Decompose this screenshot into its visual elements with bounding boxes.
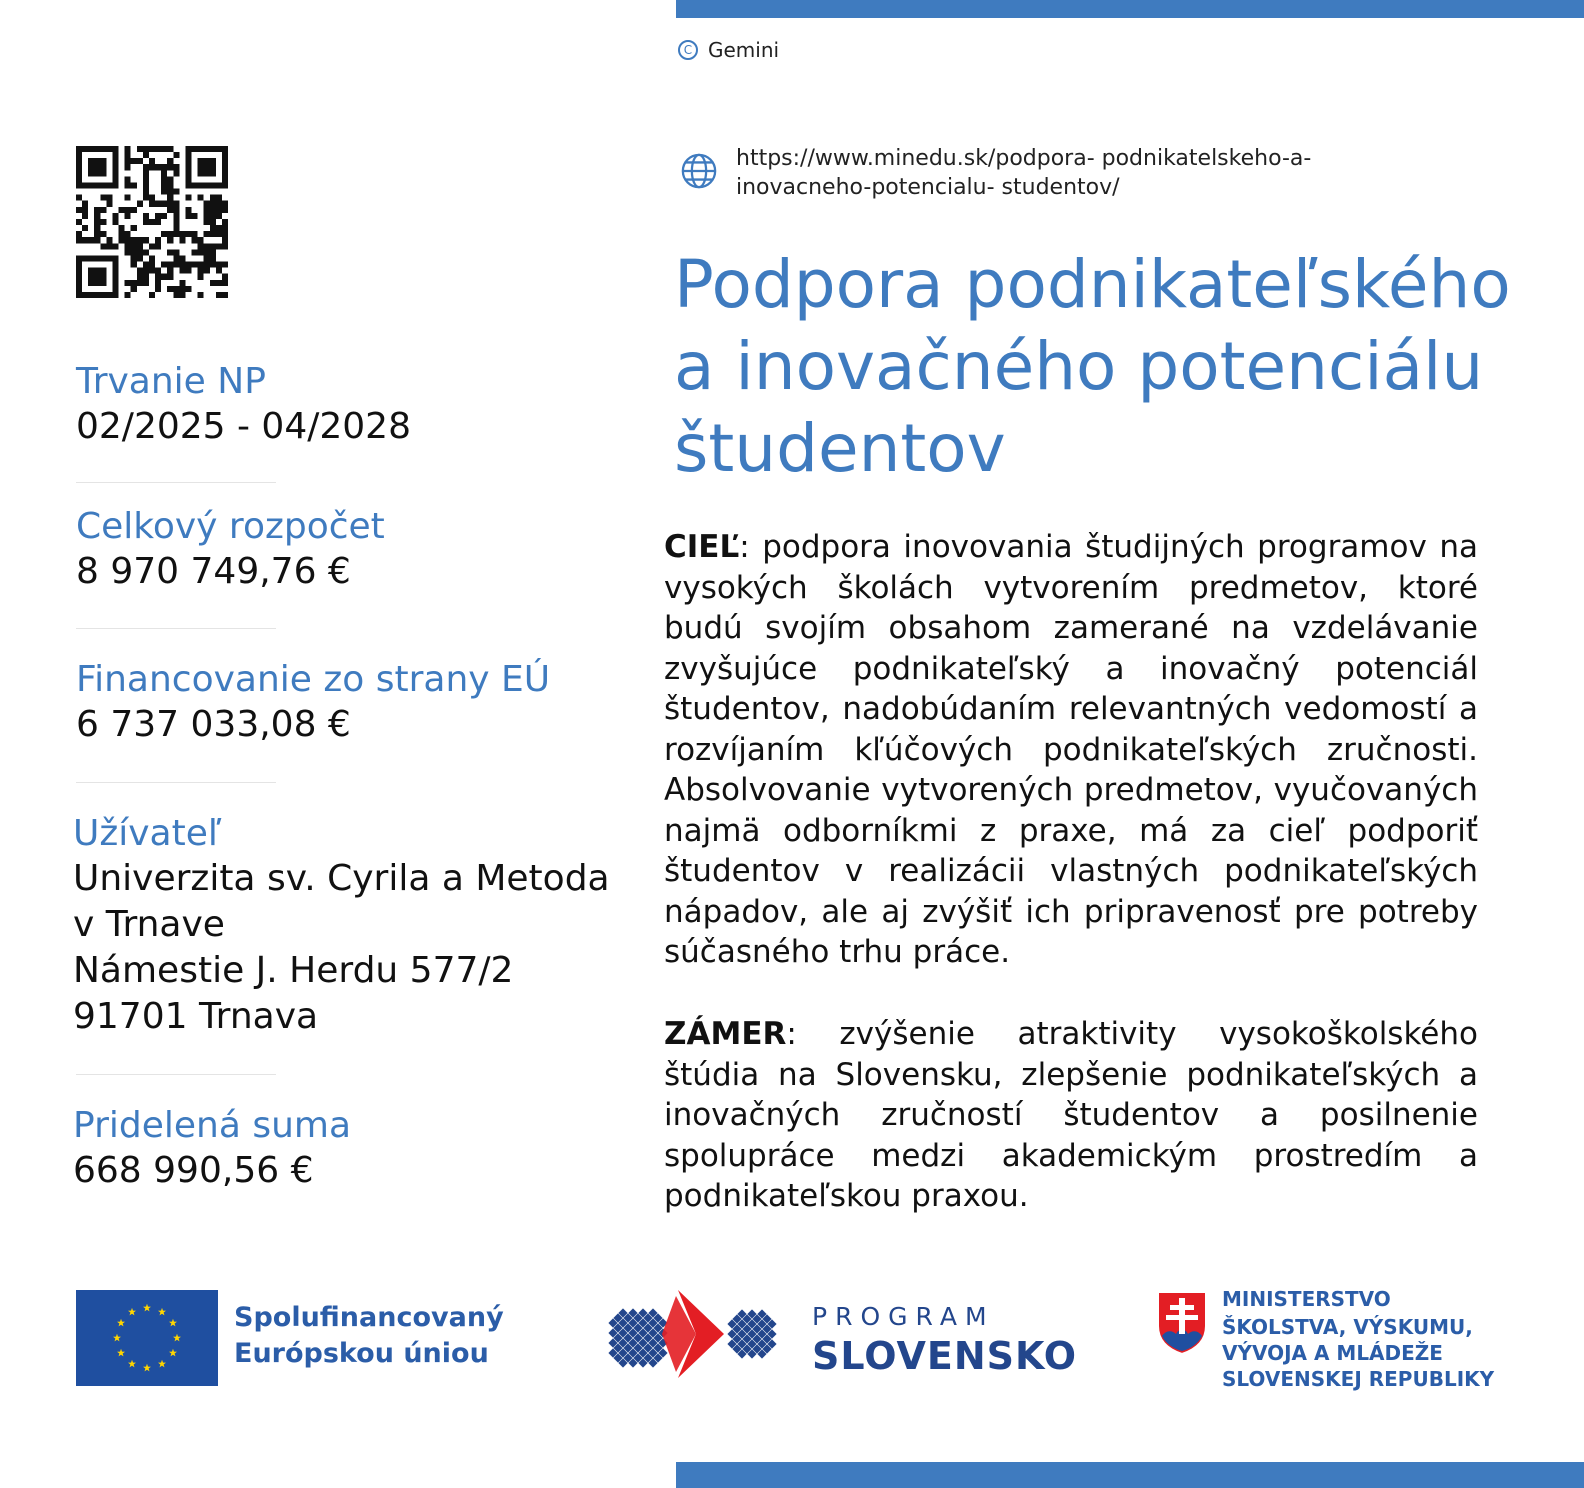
duration-block	[76, 360, 636, 450]
user-label: Užívateľ	[73, 813, 222, 854]
ministry-line: SLOVENSKEJ REPUBLIKY	[1222, 1367, 1495, 1391]
amount-value: 668 990,56 €	[73, 1150, 314, 1191]
program-slovensko-logo	[592, 1286, 790, 1390]
page-title: Podpora podnikateľského a inovačného potenciálu študentov	[674, 246, 1511, 487]
user-line: v Trnave	[73, 904, 225, 945]
goal-paragraph	[664, 527, 1478, 973]
ministry-text	[1222, 1286, 1494, 1392]
budget-label: Celkový rozpočet	[76, 506, 385, 547]
ministry-line: VÝVOJA A MLÁDEŽE	[1222, 1341, 1443, 1365]
amount-block	[73, 1104, 633, 1194]
slovensko-label: SLOVENSKO	[812, 1334, 1078, 1378]
eu-flag-logo	[76, 1290, 218, 1386]
url-row	[680, 144, 1400, 202]
goal-label: CIEĽ	[664, 529, 740, 565]
globe-icon	[680, 152, 718, 190]
ministry-line: MINISTERSTVO	[1222, 1287, 1391, 1311]
slovak-coat-of-arms-icon	[1156, 1290, 1208, 1356]
eu-funding-value: 6 737 033,08 €	[76, 704, 351, 745]
user-line: Univerzita sv. Cyrila a Metoda	[73, 858, 610, 899]
intent-label: ZÁMER	[664, 1016, 787, 1052]
eu-funding-label: Financovanie zo strany EÚ	[76, 659, 551, 700]
divider	[76, 782, 276, 783]
ministry-line: ŠKOLSTVA, VÝSKUMU,	[1222, 1315, 1473, 1339]
divider	[76, 1074, 276, 1075]
duration-value: 02/2025 - 04/2028	[76, 406, 411, 447]
intent-paragraph	[664, 1014, 1478, 1217]
amount-label: Pridelená suma	[73, 1105, 352, 1146]
program-label: PROGRAM	[812, 1302, 995, 1331]
user-block	[73, 812, 633, 1040]
eu-text-line: Európskou úniou	[234, 1338, 489, 1369]
intent-text: : zvýšenie atraktivity vysokoškolského štúdia na Slovensku, zlepšenie podnikateľských a inovačných zručností študentov a posilnenie spolupráce medzi akademickým prostredím a podnikateľskou praxou.	[664, 1016, 1478, 1214]
top-accent-bar	[676, 0, 1584, 18]
duration-label: Trvanie NP	[76, 361, 266, 402]
copyright-icon: C	[678, 40, 698, 60]
eu-funding-block	[76, 658, 636, 748]
bottom-accent-bar	[676, 1462, 1584, 1488]
goal-text: : podpora inovovania študijných programov na vysokých školách vytvorením predmetov, ktoré budú svojím obsahom zamerané na vzdelávanie zvyšujúce podnikateľský a inovačný potenciál študentov, nadobúdaním relevantných vedomostí a rozvíjaním kľúčových podnikateľských zručnosti. Absolvovanie vytvorených predmetov, vyučovaných najmä odborníkmi z praxe, má za cieľ podporiť študentov v realizácii vlastných podnikateľských nápadov, ale aj zvýšiť ich pripravenosť pre potreby súčasného trhu práce.	[664, 529, 1478, 970]
eu-cofunded-text	[234, 1300, 504, 1372]
divider	[76, 628, 276, 629]
url-link[interactable]: https://www.minedu.sk/podpora- podnikatelskeho-a-inovacneho-potencialu- studentov/	[736, 146, 1312, 200]
qr-code[interactable]	[76, 146, 228, 298]
user-line: 91701 Trnava	[73, 996, 319, 1037]
divider	[76, 482, 276, 483]
watermark	[678, 38, 779, 62]
watermark-text: Gemini	[708, 38, 780, 62]
budget-value: 8 970 749,76 €	[76, 551, 351, 592]
budget-block	[76, 505, 636, 595]
user-line: Námestie J. Herdu 577/2	[73, 950, 514, 991]
eu-text-line: Spolufinancovaný	[234, 1302, 504, 1333]
